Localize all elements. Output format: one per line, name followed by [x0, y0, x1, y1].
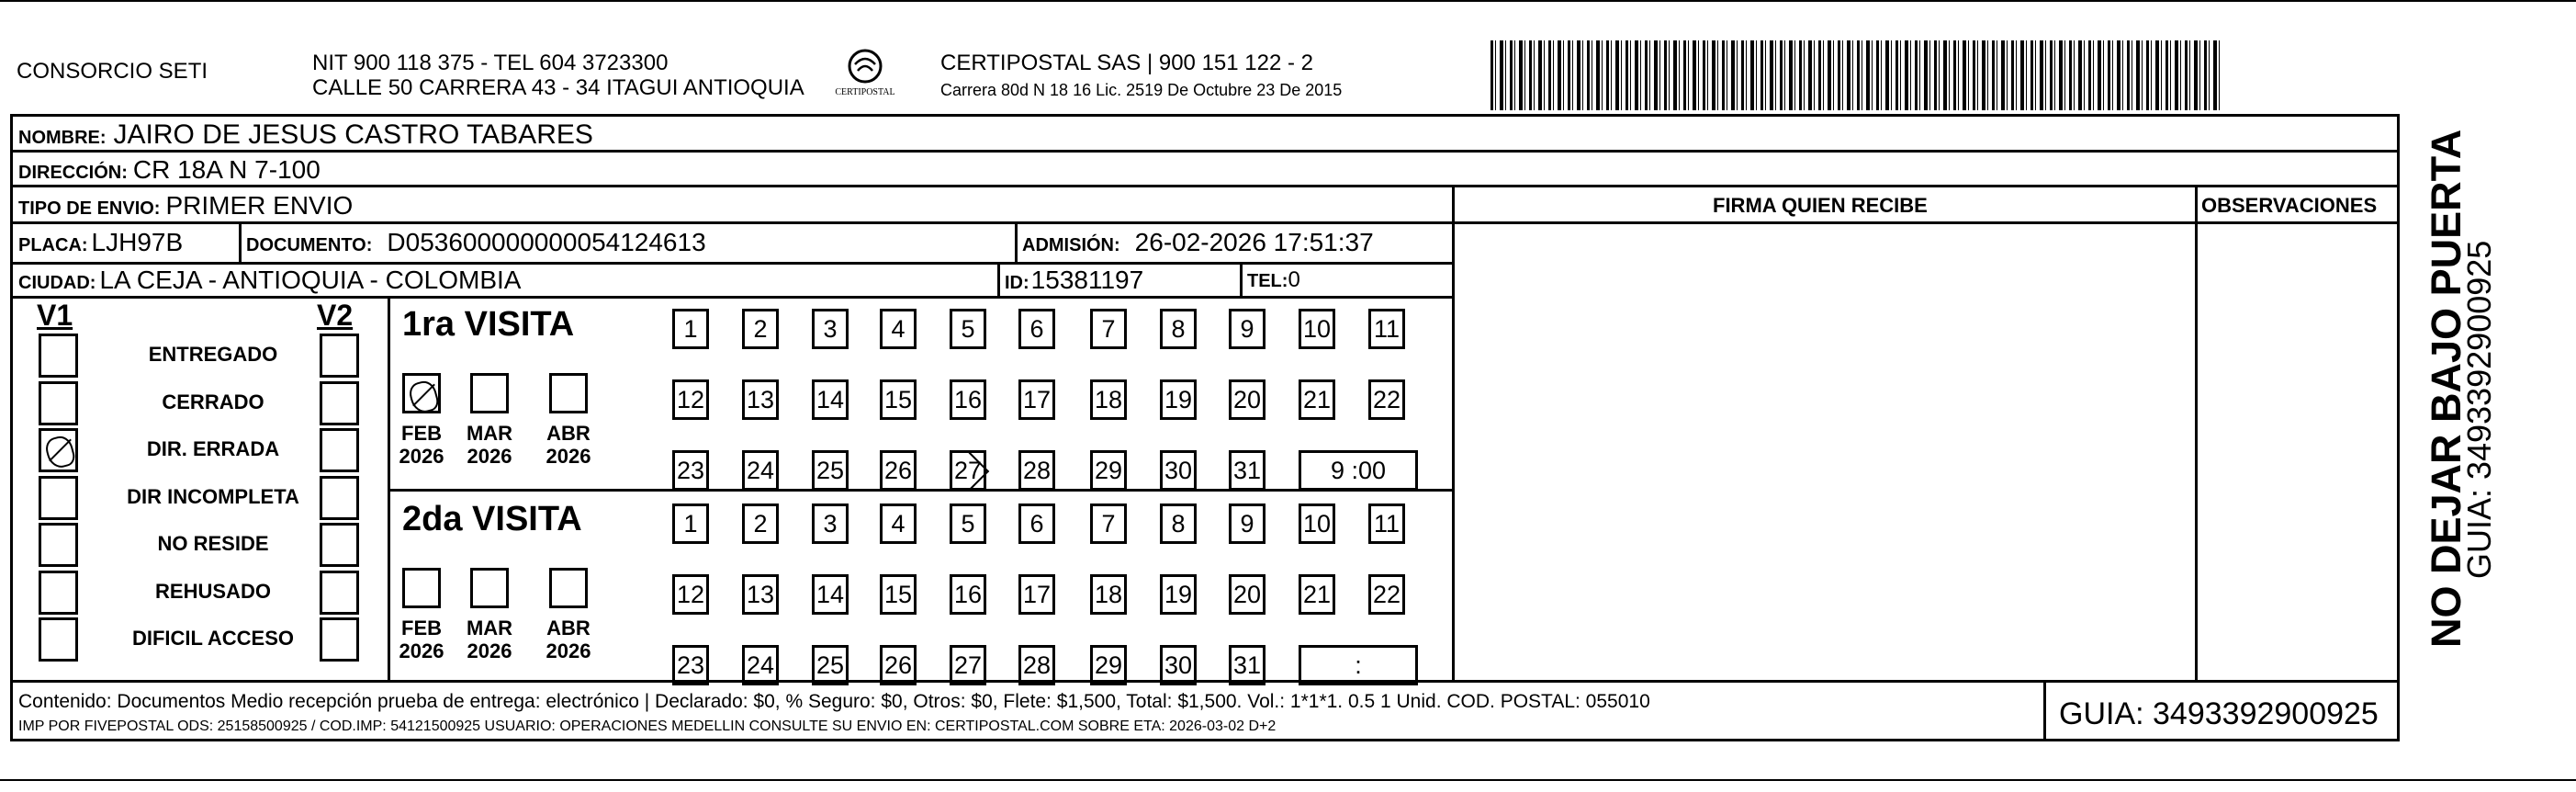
- day-checkbox[interactable]: [1368, 379, 1405, 420]
- day-number: 29: [1094, 651, 1123, 679]
- page-top-edge: [0, 0, 2576, 2]
- status-label: DIFICIL ACCESO: [131, 627, 294, 650]
- observaciones-label: OBSERVACIONES: [2201, 194, 2378, 217]
- day-checkbox[interactable]: [880, 450, 917, 491]
- row-line-1: [10, 150, 2400, 153]
- day-number: 18: [1094, 385, 1123, 413]
- day-number: 21: [1302, 385, 1332, 413]
- day-checkbox[interactable]: [880, 379, 917, 420]
- day-checkbox[interactable]: [742, 379, 779, 420]
- day-checkbox[interactable]: [950, 450, 986, 491]
- status-label: REHUSADO: [155, 579, 271, 603]
- certipostal-logo: [835, 48, 895, 103]
- day-number: 9: [1240, 314, 1254, 343]
- day-number: 20: [1232, 580, 1262, 608]
- v1-checkbox[interactable]: [39, 617, 78, 662]
- day-checkbox[interactable]: [672, 309, 709, 349]
- day-number: 30: [1164, 651, 1193, 679]
- day-checkbox[interactable]: [1090, 309, 1127, 349]
- day-checkbox[interactable]: [672, 379, 709, 420]
- day-checkbox[interactable]: [812, 309, 849, 349]
- day-checkbox[interactable]: [812, 645, 849, 685]
- day-number: 18: [1094, 580, 1123, 608]
- barcode: [1490, 40, 2222, 110]
- guia-footer-divider: [2043, 680, 2046, 741]
- id-row: [1005, 267, 1143, 293]
- day-checkbox[interactable]: [1229, 574, 1266, 615]
- day-number: 7: [1101, 314, 1116, 343]
- time-value: 9 :00: [1330, 456, 1387, 484]
- month-checkbox[interactable]: [549, 373, 588, 413]
- day-checkbox[interactable]: [950, 503, 986, 544]
- day-number: 8: [1171, 509, 1186, 537]
- day-number: 11: [1373, 314, 1400, 343]
- v2-checkbox[interactable]: [320, 523, 359, 567]
- day-number: 23: [676, 456, 705, 484]
- direccion-label: DIRECCIÓN:: [18, 163, 128, 183]
- time-field[interactable]: [1299, 645, 1418, 685]
- ciudad-value: LA CEJA - ANTIOQUIA - COLOMBIA: [99, 266, 522, 294]
- tel-label: TEL:: [1247, 271, 1288, 291]
- day-number: 2: [753, 509, 768, 537]
- logo-text: CERTIPOSTAL: [835, 87, 895, 97]
- observations-area[interactable]: [2198, 224, 2397, 680]
- day-checkbox[interactable]: [672, 503, 709, 544]
- day-checkbox[interactable]: [742, 450, 779, 491]
- day-checkbox[interactable]: [1299, 574, 1335, 615]
- day-checkbox[interactable]: [1160, 379, 1197, 420]
- day-checkbox[interactable]: [812, 450, 849, 491]
- day-number: 3: [823, 509, 838, 537]
- day-checkbox[interactable]: [1018, 450, 1055, 491]
- day-checkbox[interactable]: [1160, 574, 1197, 615]
- day-checkbox[interactable]: [1229, 503, 1266, 544]
- id-divider: [997, 262, 1000, 296]
- footer-contenido: Contenido: Documentos Medio recepción prueba de entrega: electrónico | Declarado: $0, % Seguro: $0, Otros: $0, Flete: $1,500, Total: $1,500. Vol.: 1*1*1. 0.5 1 Unid. COD. POSTAL: 055010: [18, 691, 1650, 712]
- day-number: 13: [746, 385, 775, 413]
- side-no-dejar: NO DEJAR BAJO PUERTA: [2423, 129, 2469, 648]
- day-checkbox[interactable]: [1299, 379, 1335, 420]
- day-checkbox[interactable]: [742, 309, 779, 349]
- day-number: 10: [1302, 509, 1332, 537]
- status-label: NO RESIDE: [157, 532, 269, 555]
- address-line: CALLE 50 CARRERA 43 - 34 ITAGUI ANTIOQUIA: [312, 75, 804, 100]
- day-number: 17: [1022, 580, 1052, 608]
- day-number: 28: [1022, 651, 1052, 679]
- nombre-row: [18, 121, 593, 149]
- day-checkbox[interactable]: [812, 574, 849, 615]
- day-checkbox[interactable]: [1018, 645, 1055, 685]
- day-checkbox[interactable]: [950, 574, 986, 615]
- day-number: 31: [1232, 456, 1262, 484]
- day-checkbox[interactable]: [880, 503, 917, 544]
- day-checkbox[interactable]: [1160, 645, 1197, 685]
- day-checkbox[interactable]: [742, 503, 779, 544]
- day-checkbox[interactable]: [1368, 574, 1405, 615]
- day-number: 2: [753, 314, 768, 343]
- day-checkbox[interactable]: [880, 645, 917, 685]
- month-label: FEB 2026: [399, 422, 444, 469]
- v1-checkbox[interactable]: [39, 476, 78, 520]
- visit2-title: 2da VISITA: [402, 500, 582, 538]
- day-checkbox[interactable]: [1090, 503, 1127, 544]
- page-bottom-edge: [0, 779, 2576, 781]
- v2-checkbox[interactable]: [320, 476, 359, 520]
- certipostal-line: CERTIPOSTAL SAS | 900 151 122 - 2: [940, 51, 1313, 75]
- tel-divider: [1240, 262, 1243, 296]
- nombre-label: NOMBRE:: [18, 128, 107, 148]
- day-checkbox[interactable]: [1299, 503, 1335, 544]
- month-checkbox[interactable]: [549, 568, 588, 608]
- tipo-row: [18, 193, 353, 219]
- day-checkbox[interactable]: [1229, 450, 1266, 491]
- tel-value: 0: [1288, 267, 1300, 292]
- day-number: 26: [883, 456, 913, 484]
- time-value: :: [1355, 651, 1362, 679]
- certipostal-sub: Carrera 80d N 18 16 Lic. 2519 De Octubre 23 De 2015: [940, 81, 1343, 99]
- month-label: MAR 2026: [466, 617, 513, 663]
- day-checkbox[interactable]: [812, 379, 849, 420]
- direccion-value: CR 18A N 7-100: [132, 155, 321, 184]
- admision-label: ADMISIÓN:: [1022, 235, 1120, 255]
- month-checkbox[interactable]: [402, 373, 441, 413]
- row-line-2: [10, 185, 2400, 187]
- day-checkbox[interactable]: [1229, 645, 1266, 685]
- day-number: 4: [891, 314, 906, 343]
- v1-checkbox[interactable]: [39, 381, 78, 425]
- day-checkbox[interactable]: [672, 450, 709, 491]
- v2-checkbox[interactable]: [320, 571, 359, 615]
- footer-imp: IMP POR FIVEPOSTAL ODS: 25158500925 / COD.IMP: 54121500925 USUARIO: OPERACIONES MEDELLIN CONSULTE SU ENVIO EN: CERTIPOSTAL.COM SOBRE ETA: 2026-03-02 D+2: [18, 718, 1277, 734]
- day-number: 19: [1164, 385, 1193, 413]
- day-number: 22: [1372, 580, 1401, 608]
- day-number: 13: [746, 580, 775, 608]
- day-checkbox[interactable]: [1090, 574, 1127, 615]
- placa-value: LJH97B: [91, 228, 184, 256]
- month-label: FEB 2026: [399, 617, 444, 663]
- month-checkbox[interactable]: [470, 568, 509, 608]
- tel-row: [1247, 269, 1300, 291]
- v1-checkbox[interactable]: [39, 334, 78, 378]
- admision-row: [1022, 230, 1374, 255]
- day-checkbox[interactable]: [812, 503, 849, 544]
- day-checkbox[interactable]: [1090, 450, 1127, 491]
- day-number: 27: [953, 456, 983, 484]
- v1-checkbox[interactable]: [39, 571, 78, 615]
- ciudad-label: CIUDAD:: [18, 273, 96, 293]
- nombre-value: JAIRO DE JESUS CASTRO TABARES: [113, 119, 593, 150]
- day-checkbox[interactable]: [742, 645, 779, 685]
- day-number: 28: [1022, 456, 1052, 484]
- admision-divider: [1015, 221, 1018, 262]
- day-checkbox[interactable]: [1018, 503, 1055, 544]
- documento-label: DOCUMENTO:: [246, 235, 373, 255]
- status-label: CERRADO: [162, 390, 264, 413]
- day-number: 15: [883, 580, 913, 608]
- firma-label: FIRMA QUIEN RECIBE: [1713, 194, 1928, 217]
- day-checkbox[interactable]: [1368, 503, 1405, 544]
- time-field[interactable]: [1299, 450, 1418, 491]
- day-number: 12: [676, 385, 705, 413]
- day-number: 21: [1302, 580, 1332, 608]
- status-label: ENTREGADO: [148, 343, 278, 366]
- day-checkbox[interactable]: [1018, 574, 1055, 615]
- day-number: 29: [1094, 456, 1123, 484]
- signature-area[interactable]: [1455, 224, 2195, 680]
- documento-value: D053600000000054124613: [387, 228, 706, 256]
- row-line-5: [10, 296, 1452, 299]
- month-label: ABR 2026: [546, 617, 591, 663]
- day-number: 6: [1029, 314, 1044, 343]
- day-checkbox[interactable]: [880, 309, 917, 349]
- visit1-title: 1ra VISITA: [402, 305, 575, 344]
- v2-checkbox[interactable]: [320, 428, 359, 472]
- day-checkbox[interactable]: [880, 574, 917, 615]
- day-number: 16: [953, 580, 983, 608]
- day-checkbox[interactable]: [950, 309, 986, 349]
- day-checkbox[interactable]: [1018, 379, 1055, 420]
- day-checkbox[interactable]: [1229, 309, 1266, 349]
- id-label: ID:: [1005, 273, 1029, 293]
- day-number: 14: [816, 385, 845, 413]
- day-number: 5: [961, 509, 975, 537]
- day-number: 17: [1022, 385, 1052, 413]
- day-number: 5: [961, 314, 975, 343]
- day-number: 7: [1101, 509, 1116, 537]
- nit-line: NIT 900 118 375 - TEL 604 3723300: [312, 51, 669, 75]
- day-number: 27: [953, 651, 983, 679]
- visit-divider: [388, 489, 1452, 492]
- side-guia: GUIA: 3493392900925: [2460, 240, 2498, 579]
- day-checkbox[interactable]: [1160, 450, 1197, 491]
- day-checkbox[interactable]: [1368, 309, 1405, 349]
- day-number: 25: [816, 456, 845, 484]
- v2-checkbox[interactable]: [320, 617, 359, 662]
- v2-checkbox[interactable]: [320, 334, 359, 378]
- day-number: 30: [1164, 456, 1193, 484]
- day-checkbox[interactable]: [1299, 309, 1335, 349]
- day-number: 11: [1373, 509, 1400, 537]
- month-checkbox[interactable]: [402, 568, 441, 608]
- day-number: 26: [883, 651, 913, 679]
- day-number: 14: [816, 580, 845, 608]
- tipo-label: TIPO DE ENVIO:: [18, 198, 161, 219]
- id-value: 15381197: [1030, 266, 1144, 294]
- day-number: 3: [823, 314, 838, 343]
- footer-guia: GUIA: 3493392900925: [2059, 696, 2379, 731]
- day-checkbox[interactable]: [950, 645, 986, 685]
- day-number: 12: [676, 580, 705, 608]
- tipo-value: PRIMER ENVIO: [165, 191, 354, 220]
- direccion-row: [18, 157, 321, 183]
- ciudad-row: [18, 267, 521, 293]
- company-name: CONSORCIO SETI: [17, 59, 208, 84]
- status-label: DIR INCOMPLETA: [127, 484, 299, 508]
- v2-label: V2: [317, 299, 354, 332]
- placa-row: [18, 230, 183, 255]
- footer-top-line: [10, 680, 2400, 683]
- v1-checkbox[interactable]: [39, 523, 78, 567]
- row-line-4: [10, 262, 1452, 265]
- placa-label: PLACA:: [18, 235, 88, 255]
- day-number: 6: [1029, 509, 1044, 537]
- admision-value: 26-02-2026 17:51:37: [1134, 228, 1374, 256]
- documento-row: [246, 230, 706, 255]
- day-number: 22: [1372, 385, 1401, 413]
- day-checkbox[interactable]: [1090, 645, 1127, 685]
- day-number: 9: [1240, 509, 1254, 537]
- status-label: DIR. ERRADA: [146, 437, 280, 460]
- v2-checkbox[interactable]: [320, 381, 359, 425]
- day-number: 1: [683, 509, 698, 537]
- day-checkbox[interactable]: [1160, 503, 1197, 544]
- day-checkbox[interactable]: [1090, 379, 1127, 420]
- day-number: 10: [1302, 314, 1332, 343]
- day-checkbox[interactable]: [1229, 379, 1266, 420]
- day-number: 31: [1232, 651, 1262, 679]
- day-number: 25: [816, 651, 845, 679]
- month-label: MAR 2026: [466, 422, 513, 469]
- day-number: 15: [883, 385, 913, 413]
- day-number: 24: [746, 456, 775, 484]
- day-checkbox[interactable]: [742, 574, 779, 615]
- day-number: 16: [953, 385, 983, 413]
- day-number: 24: [746, 651, 775, 679]
- day-checkbox[interactable]: [672, 645, 709, 685]
- placa-divider: [239, 221, 242, 262]
- day-number: 23: [676, 651, 705, 679]
- day-checkbox[interactable]: [950, 379, 986, 420]
- day-number: 20: [1232, 385, 1262, 413]
- day-checkbox[interactable]: [1018, 309, 1055, 349]
- day-number: 19: [1164, 580, 1193, 608]
- day-number: 8: [1171, 314, 1186, 343]
- v1-label: V1: [37, 299, 73, 332]
- v1-checkbox[interactable]: [39, 428, 78, 472]
- day-checkbox[interactable]: [1160, 309, 1197, 349]
- month-label: ABR 2026: [546, 422, 591, 469]
- month-checkbox[interactable]: [470, 373, 509, 413]
- day-number: 4: [891, 509, 906, 537]
- day-number: 1: [683, 314, 698, 343]
- day-checkbox[interactable]: [672, 574, 709, 615]
